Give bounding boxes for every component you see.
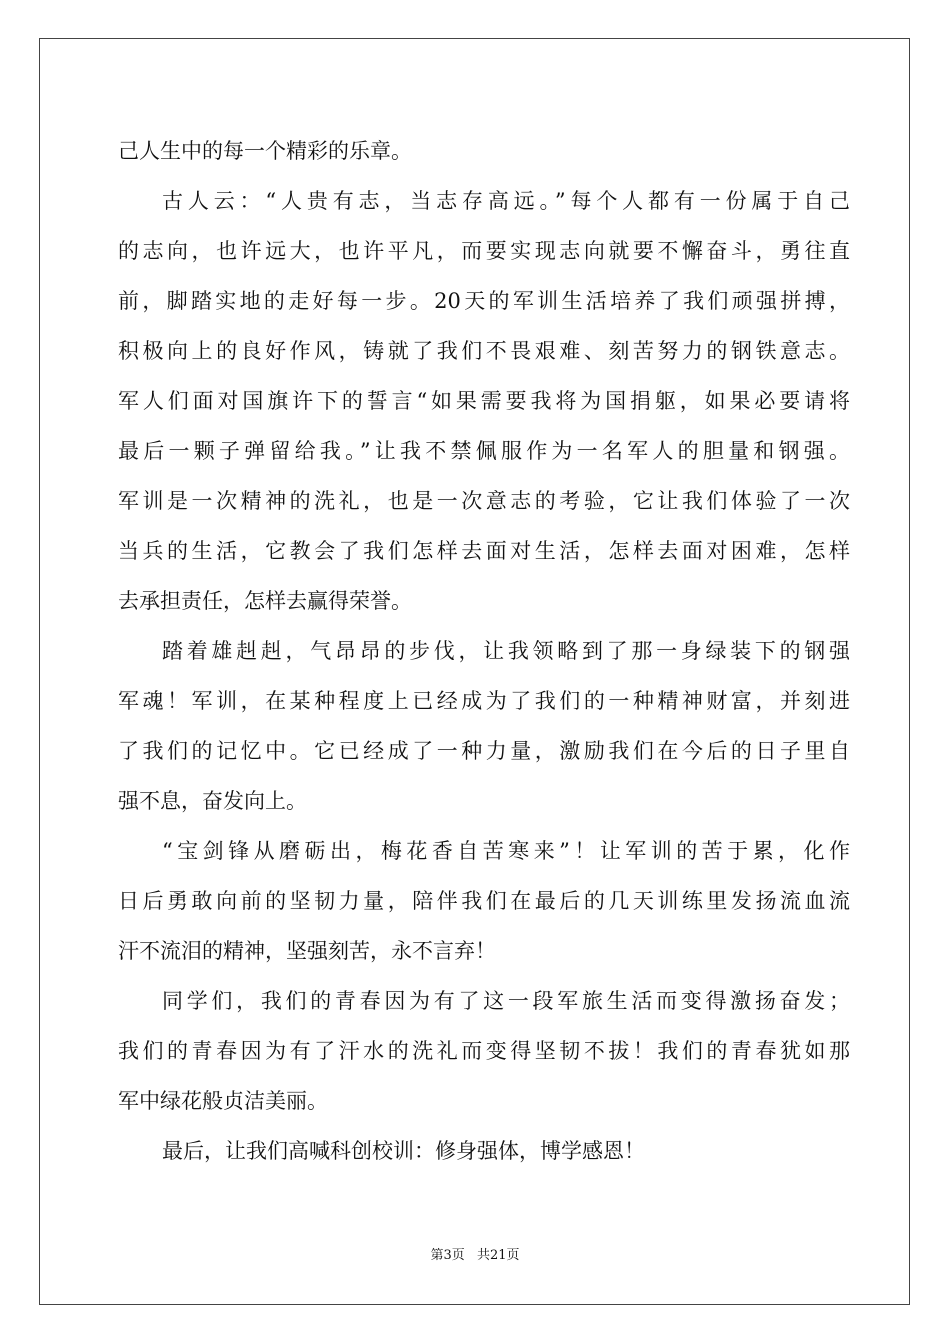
- text-line: 己人生中的每一个精彩的乐章。: [118, 139, 412, 163]
- text-line: “宝剑锋从磨砺出，梅花香自苦寒来”！让军训的苦于累，化作: [162, 839, 850, 863]
- text-line: 最后，让我们高喊科创校训：修身强体，博学感恩！: [162, 1139, 645, 1163]
- document-body: [118, 126, 850, 1176]
- text-line: 最后一颗子弹留给我。”让我不禁佩服作为一名军人的胆量和钢强。: [118, 439, 850, 463]
- text-line: 军中绿花般贞洁美丽。: [118, 1089, 328, 1113]
- text-line: 同学们，我们的青春因为有了这一段军旅生活而变得激扬奋发；: [162, 989, 850, 1013]
- text-line: 军魂！军训，在某种程度上已经成为了我们的一种精神财富，并刻进: [118, 689, 850, 713]
- text-line: 汗不流泪的精神，坚强刻苦，永不言弃！: [118, 939, 496, 963]
- page-number-current: 第3页: [430, 1248, 465, 1263]
- text-line: 军人们面对国旗许下的誓言“如果需要我将为国捐躯，如果必要请将: [118, 389, 850, 413]
- text-line: 日后勇敢向前的坚韧力量，陪伴我们在最后的几天训练里发扬流血流: [118, 889, 850, 913]
- text-line: 积极向上的良好作风，铸就了我们不畏艰难、刻苦努力的钢铁意志。: [118, 339, 850, 363]
- text-line: 前，脚踏实地的走好每一步。20天的军训生活培养了我们顽强拼搏，: [118, 289, 850, 313]
- text-line: 军训是一次精神的洗礼，也是一次意志的考验，它让我们体验了一次: [118, 489, 850, 513]
- text-line: 古人云：“人贵有志，当志存高远。”每个人都有一份属于自己: [162, 189, 850, 213]
- text-line: 强不息，奋发向上。: [118, 789, 307, 813]
- text-line: 踏着雄赳赳，气昂昂的步伐，让我领略到了那一身绿装下的钢强: [162, 639, 850, 663]
- page-footer: [0, 1248, 950, 1264]
- page-number-total: 共21页: [476, 1248, 520, 1263]
- text-line: 了我们的记忆中。它已经成了一种力量，激励我们在今后的日子里自: [118, 739, 850, 763]
- text-line: 去承担责任，怎样去赢得荣誉。: [118, 589, 412, 613]
- text-line: 我们的青春因为有了汗水的洗礼而变得坚韧不拔！我们的青春犹如那: [118, 1039, 850, 1063]
- text-line: 当兵的生活，它教会了我们怎样去面对生活，怎样去面对困难，怎样: [118, 539, 850, 563]
- text-line: 的志向，也许远大，也许平凡，而要实现志向就要不懈奋斗，勇往直: [118, 239, 850, 263]
